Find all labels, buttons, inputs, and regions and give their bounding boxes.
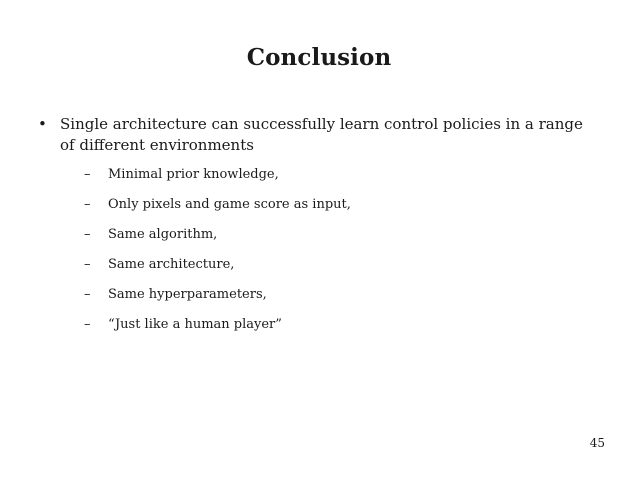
dash-marker: – xyxy=(84,197,91,212)
dash-marker: – xyxy=(84,227,91,242)
dash-marker: – xyxy=(84,317,91,332)
sub-bullet-item xyxy=(84,226,598,243)
bullet-text: Single architecture can successfully learn control policies in a range of different environments xyxy=(60,115,583,154)
bullet-item xyxy=(38,114,598,333)
page-number: 45 xyxy=(589,436,605,450)
sub-bullet-item xyxy=(84,256,598,273)
sub-bullet-list xyxy=(60,166,598,333)
sub-bullet-text: Same architecture, xyxy=(108,257,235,272)
sub-bullet-text: Same algorithm, xyxy=(108,227,218,242)
sub-bullet-text: Minimal prior knowledge, xyxy=(108,167,279,182)
bullet-marker: • xyxy=(38,115,47,133)
sub-bullet-text: Only pixels and game score as input, xyxy=(108,197,351,212)
slide-title: Conclusion xyxy=(246,44,392,71)
sub-bullet-text: “Just like a human player” xyxy=(108,317,282,332)
sub-bullet-text: Same hyperparameters, xyxy=(108,287,267,302)
dash-marker: – xyxy=(84,257,91,272)
sub-bullet-item xyxy=(84,166,598,183)
sub-bullet-item xyxy=(84,316,598,333)
sub-bullet-item xyxy=(84,196,598,213)
sub-bullet-item xyxy=(84,286,598,303)
bullet-list xyxy=(38,114,598,346)
dash-marker: – xyxy=(84,167,91,182)
dash-marker: – xyxy=(84,287,91,302)
